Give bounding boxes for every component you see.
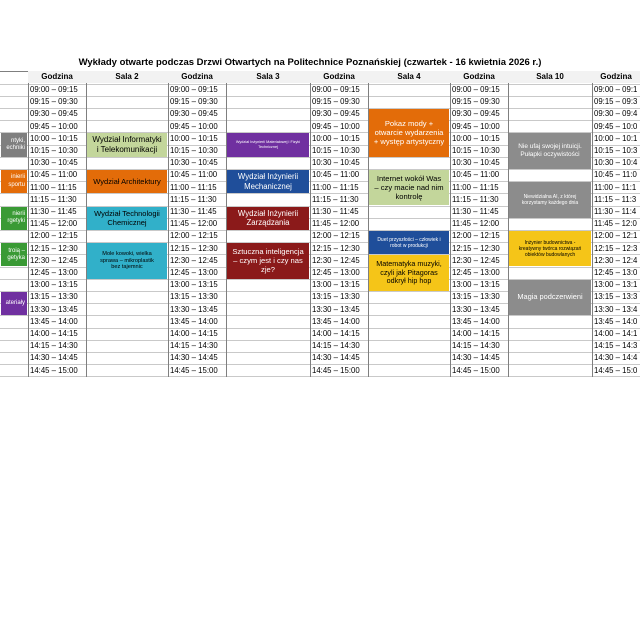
- lecture-title-line: robot w produkcji: [390, 242, 428, 249]
- lecture-block-sala-4[interactable]: [369, 109, 449, 157]
- lecture-block-sala-2[interactable]: [87, 243, 167, 279]
- lecture-title-line: Mole kowoki, wielka: [102, 250, 152, 257]
- time-cell: 13:45 – 14:00: [170, 316, 218, 326]
- lecture-block-sala-10[interactable]: [509, 182, 591, 218]
- lecture-title-line: Wydział Inżynierii: [237, 208, 299, 218]
- lecture-block-sala-10[interactable]: [509, 133, 591, 169]
- time-cell: 11:15 – 11:30: [312, 194, 359, 204]
- time-cell: 10:30 – 10:45: [312, 158, 360, 168]
- time-cell: 12:15 – 12:3: [594, 243, 638, 253]
- lecture-title-line: rgetyki: [7, 218, 25, 225]
- time-cell: 09:00 – 09:15: [30, 85, 78, 94]
- lecture-title-line: getyka: [7, 254, 25, 261]
- time-cell: 14:45 – 15:00: [452, 365, 500, 375]
- lecture-title: [236, 140, 300, 149]
- time-cell: 14:00 – 14:1: [594, 329, 638, 338]
- time-cell: 10:45 – 11:00: [312, 170, 360, 180]
- column-header-sala-3: Sala 3: [226, 71, 310, 83]
- time-cell: 14:15 – 14:3: [594, 341, 638, 351]
- lecture-block-sala-1[interactable]: [1, 292, 27, 315]
- time-cell: 09:15 – 09:30: [452, 97, 500, 107]
- time-cell: 14:15 – 14:30: [170, 341, 218, 351]
- time-cell: 10:00 – 10:15: [452, 133, 500, 143]
- time-cell: 12:45 – 13:0: [594, 268, 638, 277]
- lecture-title-line: i Telekomunikacji: [96, 144, 158, 154]
- lecture-title-line: ateriały: [5, 299, 25, 306]
- lecture-block-sala-10[interactable]: [509, 280, 591, 316]
- lecture-title-line: odkrył hip hop: [386, 276, 432, 286]
- lecture-title: [377, 237, 440, 249]
- time-cell: 14:30 – 14:45: [170, 353, 218, 363]
- time-cell: 10:00 – 10:15: [30, 133, 78, 143]
- time-cell: 11:45 – 12:00: [452, 219, 500, 229]
- time-cell: 12:00 – 12:15: [452, 231, 500, 241]
- lecture-title-line: Internet wokół Was: [376, 174, 442, 184]
- page-title: Wykłady otwarte podczas Drzwi Otwartych na Politechnice Poznańskiej (czwartek - 16 kwietnia 2026 r.): [78, 57, 542, 68]
- lecture-block-sala-1[interactable]: [1, 243, 27, 266]
- time-cell: 12:30 – 12:45: [312, 255, 360, 265]
- column-header-godzina: Godzina: [450, 71, 508, 83]
- time-cell: 09:30 – 09:45: [452, 109, 500, 119]
- lecture-title-line: Pułapki oczywistości: [520, 151, 580, 159]
- time-cell: 11:45 – 12:00: [30, 219, 78, 229]
- lecture-title-line: sportu: [8, 181, 25, 188]
- time-cell: 13:45 – 14:0: [594, 316, 638, 326]
- lecture-title-line: Niewidzialna AI, z której: [523, 193, 577, 200]
- time-cell: 11:00 – 11:15: [170, 182, 217, 192]
- lecture-block-sala-2[interactable]: [87, 133, 167, 156]
- time-cell: 10:30 – 10:45: [30, 158, 78, 168]
- time-cell: 11:15 – 11:30: [30, 194, 77, 204]
- lecture-block-sala-3[interactable]: [227, 170, 309, 193]
- time-cell: 12:45 – 13:00: [452, 268, 500, 277]
- time-cell: 12:45 – 13:00: [170, 268, 218, 277]
- lecture-title: [522, 194, 578, 206]
- lecture-title: [518, 143, 582, 159]
- lecture-title-line: Wydział Architektury: [93, 177, 161, 187]
- time-cell: 12:00 – 12:15: [170, 231, 218, 241]
- time-cell: 14:30 – 14:45: [312, 353, 360, 363]
- time-cell: 13:00 – 13:15: [30, 280, 78, 290]
- time-cell: 11:30 – 11:45: [452, 207, 499, 216]
- time-cell: 11:30 – 11:4: [594, 207, 637, 216]
- lecture-title: [232, 247, 303, 274]
- lecture-title-line: Wydział Informatyki: [92, 135, 162, 145]
- time-cell: 11:00 – 11:1: [594, 182, 637, 192]
- time-cell: 11:30 – 11:45: [312, 207, 359, 216]
- lecture-title-line: Wydział Inżynierii: [237, 172, 299, 182]
- time-cell: 10:00 – 10:15: [312, 133, 360, 143]
- time-cell: 13:30 – 13:45: [452, 304, 500, 314]
- lecture-title: [238, 172, 298, 191]
- time-cell: 12:00 – 12:1: [594, 231, 638, 241]
- time-cell: 14:00 – 14:15: [30, 329, 78, 338]
- time-cell: 09:45 – 10:00: [170, 121, 218, 131]
- time-cell: 13:45 – 14:00: [452, 316, 500, 326]
- lecture-title: [6, 300, 25, 307]
- lecture-title: [94, 209, 160, 227]
- lecture-title: [92, 135, 161, 154]
- time-cell: 14:15 – 14:30: [452, 341, 500, 351]
- time-cell: 14:45 – 15:00: [170, 365, 218, 375]
- time-cell: 09:00 – 09:15: [170, 85, 218, 94]
- time-cell: 14:45 – 15:00: [312, 365, 360, 375]
- lecture-title-line: nierii: [12, 211, 25, 217]
- lecture-title-line: kontrolę: [395, 192, 423, 202]
- time-cell: 10:45 – 11:0: [594, 170, 637, 180]
- time-cell: 11:00 – 11:15: [452, 182, 499, 192]
- time-cell: 14:00 – 14:15: [170, 329, 218, 338]
- lecture-title: [374, 119, 444, 146]
- column-header-godzina: Godzina: [310, 71, 368, 83]
- time-cell: 12:15 – 12:30: [452, 243, 500, 253]
- lecture-block-sala-3[interactable]: [227, 133, 309, 156]
- lecture-title-line: Magia podczerwieni: [517, 292, 583, 302]
- time-cell: 09:45 – 10:0: [594, 121, 638, 131]
- lecture-title-line: – czym jest i czy nas: [233, 256, 303, 266]
- time-cell: 13:30 – 13:45: [312, 304, 360, 314]
- lecture-title: [519, 240, 582, 258]
- lecture-title: [100, 251, 154, 271]
- lecture-title: [374, 174, 443, 201]
- time-cell: 10:00 – 10:15: [170, 133, 218, 143]
- time-cell: 09:00 – 09:1: [594, 85, 638, 94]
- lecture-title-line: Matematyka muzyki,: [376, 259, 442, 269]
- time-cell: 14:30 – 14:45: [452, 353, 500, 363]
- time-cell: 11:45 – 12:00: [170, 219, 218, 229]
- time-cell: 14:30 – 14:45: [30, 353, 78, 363]
- time-cell: 12:15 – 12:30: [170, 243, 218, 253]
- lecture-block-sala-2[interactable]: [87, 207, 167, 230]
- lecture-title-line: Wydział Technologii: [94, 209, 160, 219]
- lecture-title: [238, 209, 298, 228]
- lecture-block-sala-4[interactable]: [369, 231, 449, 254]
- lecture-block-sala-4[interactable]: [369, 170, 449, 206]
- time-cell: 09:15 – 09:3: [594, 97, 638, 107]
- time-cell: 11:45 – 12:0: [594, 219, 637, 229]
- time-cell: 09:00 – 09:15: [452, 85, 500, 94]
- lecture-title-line: inierii: [10, 174, 25, 181]
- time-cell: 14:15 – 14:30: [312, 341, 360, 351]
- lecture-block-sala-4[interactable]: [369, 255, 449, 291]
- time-cell: 10:30 – 10:4: [594, 158, 638, 168]
- time-cell: 09:30 – 09:45: [312, 109, 360, 119]
- time-cell: 12:30 – 12:45: [452, 255, 500, 265]
- time-cell: 10:45 – 11:00: [452, 170, 500, 180]
- lecture-block-sala-10[interactable]: [509, 231, 591, 267]
- lecture-block-sala-1[interactable]: [1, 207, 27, 230]
- time-cell: 14:00 – 14:15: [312, 329, 360, 338]
- time-cell: 12:45 – 13:00: [30, 268, 78, 277]
- time-cell: 09:45 – 10:00: [30, 121, 78, 131]
- time-cell: 13:15 – 13:30: [312, 292, 360, 302]
- lecture-title-line: korzystamy każdego dnia: [521, 199, 579, 206]
- time-cell: 13:45 – 14:00: [312, 316, 360, 326]
- lecture-title-line: czyli jak Pitagoras: [380, 267, 438, 277]
- lecture-title: [8, 174, 25, 188]
- time-cell: 14:45 – 15:00: [30, 365, 78, 375]
- column-header-godzina: Godzina: [592, 71, 640, 83]
- time-cell: 10:00 – 10:1: [594, 133, 638, 143]
- column-header-sala-4: Sala 4: [368, 71, 450, 83]
- lecture-block-sala-1[interactable]: [1, 170, 27, 193]
- lecture-title: [7, 248, 25, 262]
- lecture-title-line: Technicznej: [258, 144, 278, 149]
- column-header-sala-10: Sala 10: [508, 71, 592, 83]
- time-cell: 13:00 – 13:15: [452, 280, 500, 290]
- time-cell: 12:15 – 12:30: [312, 243, 360, 253]
- time-cell: 13:30 – 13:45: [170, 304, 218, 314]
- time-cell: 13:00 – 13:1: [594, 280, 638, 290]
- lecture-title-line: ntyki,: [10, 137, 25, 144]
- time-cell: 13:45 – 14:00: [30, 316, 78, 326]
- lecture-title: [93, 177, 160, 186]
- time-cell: 11:15 – 11:30: [170, 194, 217, 204]
- time-cell: 13:30 – 13:45: [30, 304, 78, 314]
- time-cell: 09:30 – 09:4: [594, 109, 638, 119]
- time-cell: 10:45 – 11:00: [30, 170, 78, 180]
- time-cell: 10:15 – 10:30: [30, 146, 78, 155]
- lecture-title-line: Nie ufaj swojej intuicji.: [518, 143, 582, 151]
- lecture-title-line: Duet przyszłości – człowiek i: [377, 236, 441, 243]
- time-cell: 11:45 – 12:00: [312, 219, 360, 229]
- time-cell: 10:15 – 10:30: [312, 146, 360, 155]
- lecture-title-line: troią –: [8, 247, 25, 254]
- lecture-title-line: sprawa – mikroplastik: [100, 257, 154, 264]
- time-cell: 09:45 – 10:00: [312, 121, 360, 131]
- time-cell: 09:45 – 10:00: [452, 121, 500, 131]
- lecture-block-sala-2[interactable]: [87, 170, 167, 193]
- time-cell: 14:45 – 15:0: [594, 365, 638, 375]
- lecture-title-line: Chemicznej: [107, 218, 147, 228]
- lecture-title-line: otwarcie wydarzenia: [374, 128, 444, 138]
- time-cell: 11:00 – 11:15: [30, 182, 77, 192]
- lecture-title-line: bez tajemnic: [111, 264, 143, 271]
- time-cell: 09:15 – 09:30: [170, 97, 218, 107]
- lecture-title: [517, 293, 582, 302]
- lecture-block-sala-3[interactable]: [227, 243, 309, 279]
- column-header-sala-2: Sala 2: [86, 71, 168, 83]
- time-cell: 09:00 – 09:15: [312, 85, 360, 94]
- time-cell: 13:15 – 13:30: [452, 292, 500, 302]
- time-cell: 13:30 – 13:4: [594, 304, 638, 314]
- lecture-block-sala-1[interactable]: [1, 133, 27, 156]
- time-cell: 12:00 – 12:15: [30, 231, 78, 241]
- lecture-title-line: kreatywny twórca rozwiązań: [518, 245, 582, 252]
- time-cell: 09:30 – 09:45: [170, 109, 218, 119]
- time-cell: 10:15 – 10:30: [170, 146, 218, 155]
- time-cell: 10:15 – 10:3: [594, 146, 638, 155]
- time-cell: 12:15 – 12:30: [30, 243, 78, 253]
- time-cell: 10:30 – 10:45: [170, 158, 218, 168]
- time-cell: 12:45 – 13:00: [312, 268, 360, 277]
- time-cell: 13:00 – 13:15: [312, 280, 360, 290]
- time-cell: 14:30 – 14:4: [594, 353, 638, 363]
- time-cell: 11:00 – 11:15: [312, 182, 359, 192]
- time-cell: 13:15 – 13:30: [30, 292, 78, 302]
- time-cell: 09:15 – 09:30: [312, 97, 360, 107]
- lecture-block-sala-3[interactable]: [227, 207, 309, 230]
- time-cell: 13:00 – 13:15: [170, 280, 218, 290]
- time-cell: 11:15 – 11:3: [594, 194, 637, 204]
- time-cell: 13:15 – 13:3: [594, 292, 638, 302]
- time-cell: 11:30 – 11:45: [170, 207, 217, 216]
- time-cell: 12:00 – 12:15: [312, 231, 360, 241]
- lecture-title: [376, 260, 442, 286]
- lecture-title-line: Inżynier budownictwa -: [524, 239, 576, 246]
- time-cell: 14:00 – 14:15: [452, 329, 500, 338]
- lecture-title-line: echniki: [6, 144, 25, 151]
- lecture-title-line: + występ artystyczny: [373, 137, 445, 147]
- lecture-title-line: Sztuczna inteligencja: [232, 247, 304, 257]
- time-cell: 11:15 – 11:30: [452, 194, 499, 204]
- column-header-godzina: Godzina: [168, 71, 226, 83]
- lecture-title: [6, 138, 25, 152]
- time-cell: 14:15 – 14:30: [30, 341, 78, 351]
- time-cell: 11:30 – 11:45: [30, 207, 77, 216]
- time-cell: 13:15 – 13:30: [170, 292, 218, 302]
- lecture-title-line: Pokaz mody +: [384, 119, 434, 129]
- time-cell: 12:30 – 12:45: [30, 255, 78, 265]
- lecture-title-line: obiektów budowlanych: [524, 251, 576, 258]
- lecture-title-line: Mechanicznej: [244, 181, 292, 191]
- time-cell: 10:45 – 11:00: [170, 170, 218, 180]
- lecture-title-line: zje?: [261, 265, 275, 275]
- lecture-title-line: – czy macie nad nim: [374, 183, 444, 193]
- lecture-title: [7, 211, 25, 225]
- column-header-godzina: Godzina: [28, 71, 86, 83]
- time-cell: 12:30 – 12:4: [594, 255, 638, 265]
- lecture-title-line: Wydział Inżynierii Materiałowej i Fizyki: [235, 140, 301, 145]
- time-cell: 10:15 – 10:30: [452, 146, 500, 155]
- time-cell: 09:30 – 09:45: [30, 109, 78, 119]
- time-cell: 09:15 – 09:30: [30, 97, 78, 107]
- time-cell: 10:30 – 10:45: [452, 158, 500, 168]
- lecture-title-line: Zarządzania: [246, 218, 290, 228]
- time-cell: 12:30 – 12:45: [170, 255, 218, 265]
